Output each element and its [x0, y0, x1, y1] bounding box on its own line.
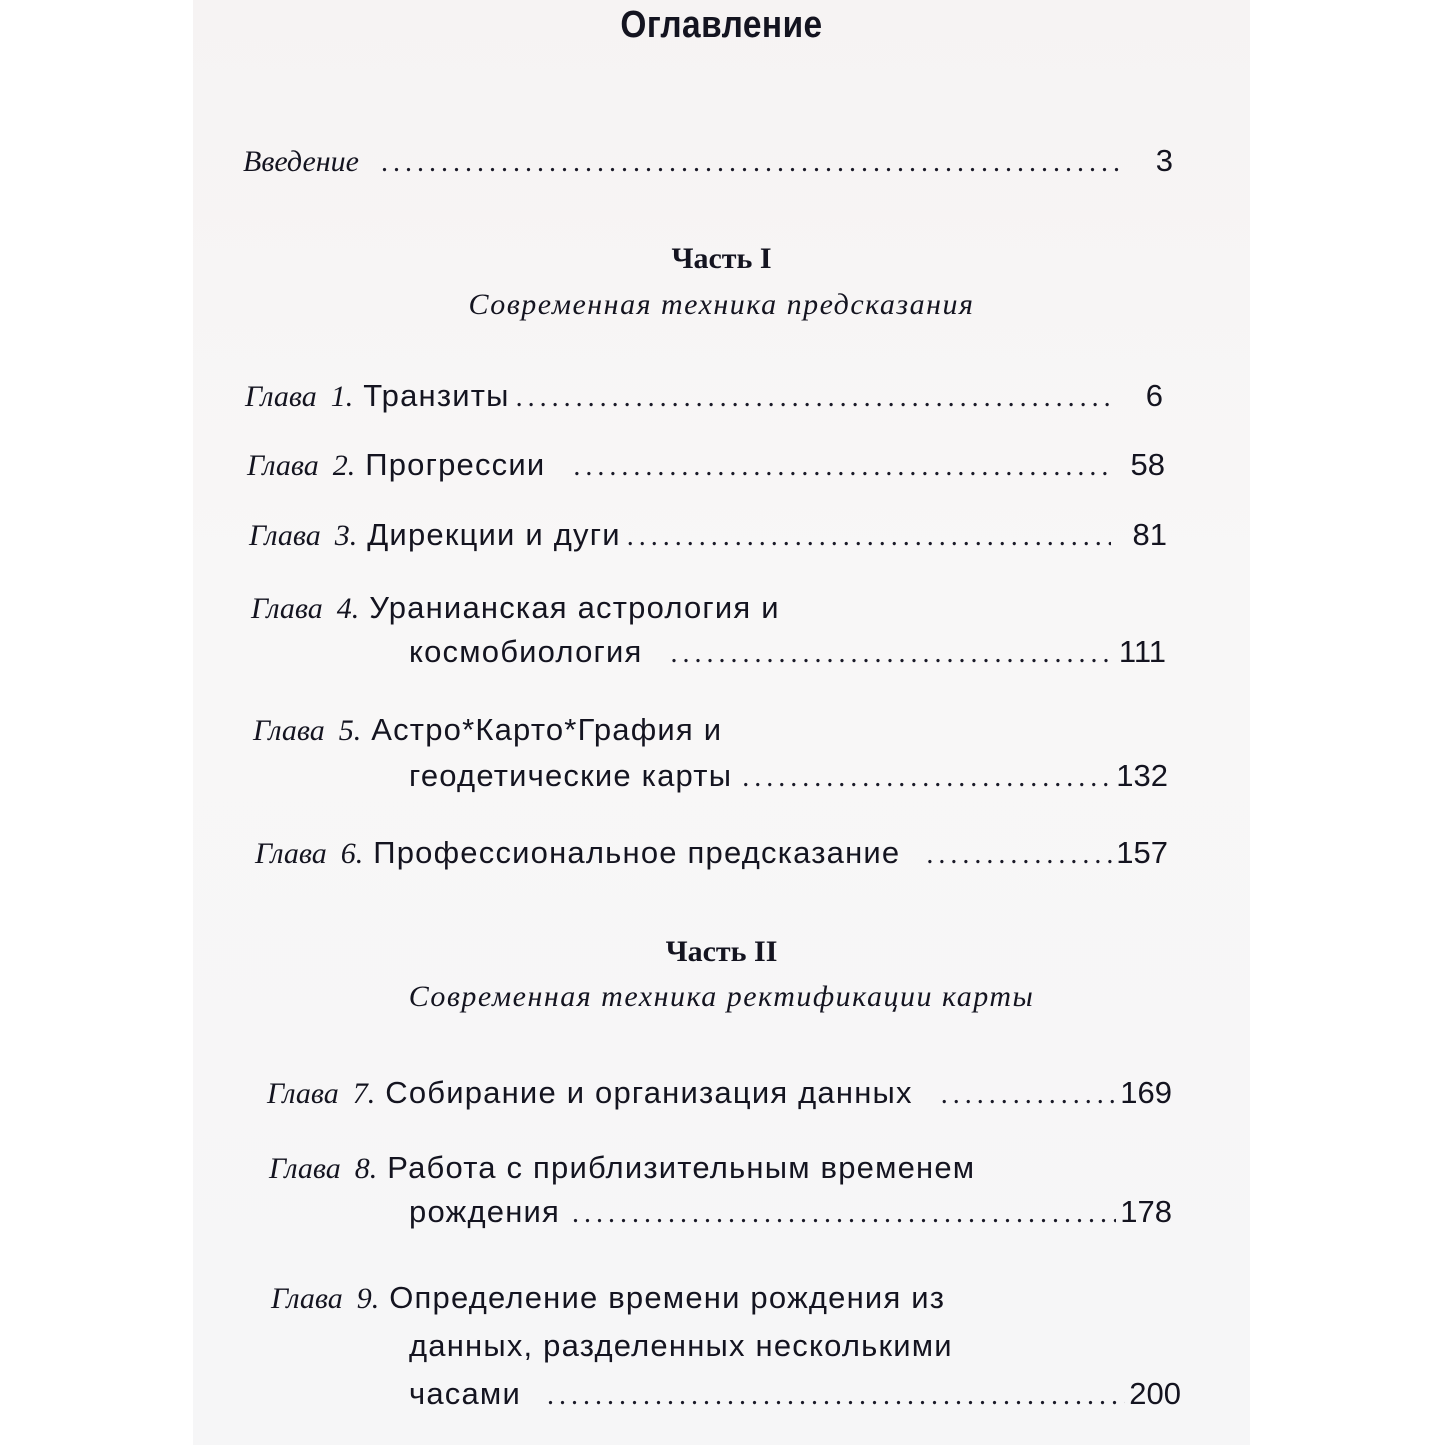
chapter-number: 9.	[356, 1282, 380, 1315]
chapter-label: Глава	[267, 1077, 339, 1110]
chapter-number: 3.	[334, 519, 358, 552]
chapter-number: 6.	[340, 837, 364, 870]
chapter-title-line-2: космобиология	[409, 634, 643, 669]
leader-dots	[547, 1380, 1125, 1412]
chapter-title-line-3: часами	[409, 1376, 521, 1411]
part-subtitle: Современная техника ректификации карты	[408, 980, 1035, 1013]
chapter-title-line-2: геодетические карты	[409, 758, 733, 793]
part-title: Часть II	[665, 935, 778, 968]
chapter-continuation-line	[271, 1328, 1181, 1364]
toc-entry-chapter-5[interactable]	[253, 712, 1168, 794]
chapter-continuation-line	[271, 1376, 1181, 1412]
page-title: Оглавление	[620, 4, 823, 46]
chapter-title: Транзиты	[363, 378, 510, 413]
leader-dots	[572, 1198, 1116, 1230]
part-subtitle: Современная техника предсказания	[468, 288, 975, 321]
chapter-number: 2.	[332, 449, 356, 482]
leader-dots	[941, 1079, 1117, 1111]
page-number: 6	[1145, 378, 1163, 413]
leader-dots	[516, 382, 1110, 414]
book-page	[193, 0, 1250, 1445]
page-number: 200	[1129, 1376, 1181, 1411]
chapter-label: Глава	[271, 1282, 343, 1315]
leader-dots	[671, 638, 1115, 670]
chapter-label: Глава	[245, 380, 317, 413]
leader-dots	[627, 521, 1111, 553]
toc-entry-chapter-1[interactable]	[245, 378, 1163, 414]
chapter-number: 1.	[330, 380, 354, 413]
leader-dots	[926, 839, 1112, 871]
toc-entry-chapter-3[interactable]	[249, 517, 1167, 553]
page-number: 132	[1116, 758, 1168, 793]
chapter-first-line	[251, 590, 1166, 626]
toc-entry-chapter-6[interactable]	[255, 835, 1168, 871]
chapter-number: 5.	[338, 714, 362, 747]
chapter-label: Глава	[251, 592, 323, 625]
chapter-title: Дирекции и дуги	[367, 517, 621, 552]
toc-entry-intro[interactable]	[243, 143, 1173, 179]
chapter-number: 4.	[336, 592, 360, 625]
chapter-first-line	[271, 1280, 1181, 1316]
leader-dots	[573, 451, 1110, 483]
chapter-number: 7.	[352, 1077, 376, 1110]
chapter-title-line-2: данных, разделенных несколькими	[409, 1328, 953, 1363]
chapter-number: 8.	[354, 1152, 378, 1185]
chapter-label: Глава	[247, 449, 319, 482]
page-number: 111	[1118, 634, 1166, 669]
toc-entry-chapter-9[interactable]	[271, 1280, 1181, 1412]
chapter-label: Глава	[269, 1152, 341, 1185]
chapter-label: Глава	[255, 837, 327, 870]
leader-dots	[742, 762, 1112, 794]
entry-label: Введение	[243, 145, 359, 178]
chapter-title-line-1: Уранианская астрология и	[369, 590, 780, 625]
page-number: 58	[1130, 447, 1165, 482]
chapter-title-line-1: Астро*Карто*Графия и	[371, 712, 723, 747]
chapter-label: Глава	[249, 519, 321, 552]
toc-entry-chapter-4[interactable]	[251, 590, 1166, 670]
chapter-continuation-line	[253, 758, 1168, 794]
chapter-title-line-1: Определение времени рождения из	[389, 1280, 946, 1315]
page-number: 169	[1120, 1075, 1172, 1110]
leader-dots	[381, 147, 1126, 179]
chapter-title-line-1: Работа с приблизительным временем	[387, 1150, 976, 1185]
page-number: 157	[1116, 835, 1168, 870]
chapter-first-line	[269, 1150, 1172, 1186]
chapter-continuation-line	[251, 634, 1166, 670]
chapter-first-line	[253, 712, 1168, 748]
toc-entry-chapter-2[interactable]	[247, 447, 1165, 483]
chapter-title-line-2: рождения	[409, 1194, 561, 1229]
page-number: 81	[1132, 517, 1167, 552]
chapter-title: Прогрессии	[365, 447, 546, 482]
toc-entry-chapter-8[interactable]	[269, 1150, 1172, 1230]
chapter-title: Собирание и организация данных	[385, 1075, 913, 1110]
chapter-label: Глава	[253, 714, 325, 747]
page-number: 3	[1155, 143, 1173, 178]
part-title: Часть I	[671, 242, 772, 275]
chapter-title: Профессиональное предсказание	[373, 835, 901, 870]
toc-entry-chapter-7[interactable]	[267, 1075, 1172, 1111]
chapter-continuation-line	[269, 1194, 1172, 1230]
page-number: 178	[1120, 1194, 1172, 1229]
